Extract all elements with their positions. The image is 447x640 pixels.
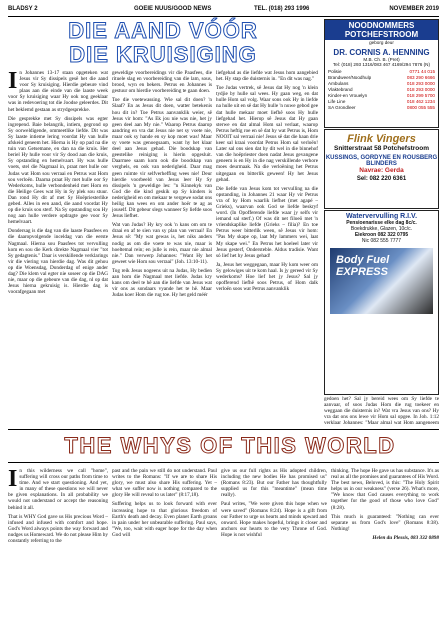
emergency-row: Brandweer/Noodhulp 083 290 6666 — [328, 74, 435, 80]
section2-paragraph: That is WHY God gave us His precious Word – infused and infused with comfort and hope. God's Word always points the way forward and nudges us Homeward. We do not please Him by constantly referring to the — [8, 513, 108, 545]
article-column-3 — [216, 70, 318, 426]
article-paragraph: Wat van Judas? Hy kry ook 'n kans om om te draai en af te sien van sy plan van verraai! En Jesus sê: "My wat gewas is, het niks anders nodig as om die voete te was nie, maar is hoeltemal rein; en julle is rein, maar nie almal nie." Dan verwerp Johannes: "Want Hy het geweet wie Hom sou verraai" (Joh. 13:10-11). — [112, 222, 212, 265]
water-ad — [324, 210, 439, 395]
article-paragraph: liefgehad as die liefde wat Jesus hom aangebied het. Hy stap die duisternis in. "En dit was nag." — [216, 70, 318, 83]
article-column-2 — [112, 70, 212, 426]
section2-column-2 — [112, 468, 217, 633]
article-dropcap: I — [8, 70, 18, 94]
article-paragraph: Toe die voetewassing. Wie sal dit doen? 'n Slaaf? En as Jesus dit doen, watter betekenis hou dit in? Toe Petrus aanvanklik weier, sê Jesus vir hom: "As Ek jou nie was nie, het jy geen deel aan My nie." Waarop Petrus daarop aandring en vra dat Jesus nie net sy voete nie, maar ook sy hande en sy kop moet was! Maar sy voete was genoegsaam, want hy het klaar deel aan Jesus gehad. Die boodskap van geestelike reiniging is hierin opgesluit. Daarmee saam kom ook die boodskap van verghels, en ook van nederigheid. Daar mag geen ruimte vir selfverheffing wees nie! Deur hierdie voorbeeld van Jesus leer Hy Sy dissipels 'n geweldige les: "n Kinnekyk van God die die kind geskik op Sy kinders is nederigheid en om mekaar te vergewe sodat ons heilig kan wees en om ander hoër te ag as jouself. Dit gebeur slegs wanneer Sy liefde soos Jesus liefhet. — [112, 97, 212, 220]
article-paragraph: Toe Judas vertrek, sê Jesus dat Hy nog 'n klein tydjie by hulle sal wees. Hy gaan weg, en dat hulle Hom sal volg. Waar sons ook Hy in liefde na hulle uit en sê dat Hy hulle 'n nuwe gebod gee dat hulle mekaar moet liefhê soos Hy hulle liefgehad het. Hierop sê Jesus dat Hy gaan sterwe en dat almal Hom sal verlaat, waarop Petrus heftig roe en sê dat hy wat Petrus is, Hom NOOIT sal verraai nie! Jesus sê dat die haan drie keer sal kraai voordat Petrus Hom sal verloën! Later sal ons sien dat hy dit wel in die binnehof van die hoëpriester doen nadat Jesus gevangene geneem is en Hy in die nag verskillende verhore moes deurmaak. Na die verloëning het Petrus uitgegaan en bitterlik geween! Hy het Jesus gehad. — [216, 85, 318, 183]
water-line: Boekdrukke, Glazen, 10c/c. — [350, 226, 413, 232]
noodnommers-ad — [324, 19, 439, 128]
emergency-row: SA Grondleer 0800 055 555 — [328, 104, 435, 110]
page-number: BLADSY 2 — [8, 6, 38, 12]
publication-name: GOEIE NUUS/GOOD NEWS — [134, 6, 212, 12]
article-paragraph: gedoen het? Sal jy bereid wees om Sy liefde te aanvaar, of soos Judas Hom die rug toekeer en weggaan die duisternis in? Wat vra Jesus van ons? Hy vra dat ons ons lewe vir Hom sal opgee. In Joh. 1:12 verklaar Johannes: "Maar almal wat Hom aangeneem — [324, 396, 439, 426]
doctor-phone: Tel: (018) 293 1316/083 467 4169/294 7876 (N) — [332, 62, 431, 67]
emergency-row: Vlaktebrand 018 293 0000 — [328, 86, 435, 92]
body-fuel-photo — [330, 248, 433, 314]
doctor-name: DR. CORNIS A. HENNING — [333, 47, 430, 57]
flink-phone: Sel: 082 220 6361 — [356, 176, 407, 182]
article-paragraph: geweldige voorbereidings vir die Paasfees, die rituele slag en voorbereiding van die lam, sous, brood, wyn en bekers. Petrus en Johannes is gestuur om hierdie voorbereiding te gaan doen. — [112, 70, 212, 95]
section2-paragraph: Suffering helps us to look forward with ever increasing hope to that glorious freedom of Earth's death and decay. Even planet Earth groans in pain under her unbearable suffering. Paul says, "We, too, wait with eager hope for the day when God will — [112, 501, 217, 538]
flink-services: KUSSINGS, GORDYNE EN ROUSBERG BLINDERS — [325, 155, 438, 167]
section2-paragraph: give us our full rights as His adopted children, including the new bodies He has promised us" (Romans 8:23). But our Father has thoughtfully supplied us for this "meantime" (mean time really). — [221, 468, 327, 499]
emergency-row: Life Line 018 462 1234 — [328, 98, 435, 104]
water-title: Watervervulling R.I.V. — [345, 213, 418, 220]
flink-vingers-ad — [324, 129, 439, 209]
section2-paragraph: This much is guaranteed: "Nothing can ever separate us from God's love" (Romans 8:38). Nothing! — [331, 513, 439, 532]
article-paragraph: Die liefde van Jesus kom tot vervulling na die opstanding, in Johannes 21 waar Hy vir Petrus vra of hy Hom waarlik liefhet (met agapé – Grieks), waarvan ook God se liefde beskryf word. (In Opofferende liefde waar jy selfs vir iemand sal sterf.) Of was dit net filoeō met 'n vriendskaplike liefde (Grieks – filia)? En toe Petrus weer bitterlik ween, sê Jesus vir hom: "Pas My skape op, laat My lammers wei, laat My skape wei." En Petrus het hoeleel later vir Jesus gesterf, Ondersteble. Aldus tradisie. Want só lief het hy Jesus gehad! — [216, 185, 318, 259]
section2-paragraph: n this wilderness we call "home", suffering will cross our paths from time to time. And we start questioning. And yet, in many of these questions we will never be given explanations. In all probability we would not understand or accept the reasoning behind it all. — [8, 468, 108, 511]
section2-paragraph: past and the pain we still do not understand. Paul writes to the Romans: "If we are to share His glory, we must also share His suffering. Yet – what we suffer now is nothing compared to the glory He will reveal to us later" (8:17,18). — [112, 468, 217, 499]
section2-paragraph: Paul writes, "We were given this hope when we were saved" (Romans 8:24). Hope is a gift from our Father to urge us hearts and minds upward and onward. Hope makes hopeful, brings it closer and anchors our hearts to the very Throne of God. Hope is not wishful — [221, 501, 327, 538]
article-paragraph: Tog reik Jesus nogeens uit na Judas, Hy bedien aan hom die Nagmaal met liefde. Judas kry kans om deel te hê aan die liefde van Jesus wat vir ons as sondaars vyande het te hê. Maar Judas koer Hom die rug toe. Hy het geld méér — [112, 267, 212, 299]
body-fuel-logo: Body Fuel EXPRESS — [336, 254, 390, 278]
section2-signature: Helen du Plessis, 083 332 0898 — [372, 534, 439, 541]
article-title-line-2: DIE KRUISIGING — [69, 42, 257, 67]
emergency-row: Kinder-en Vrouelyn 018 299 5700 — [328, 92, 435, 98]
article-title-line-1: DIE AAND VÓÓR — [68, 18, 258, 43]
issue-date: NOVEMBER 2019 — [389, 6, 439, 12]
section2-column-3 — [221, 468, 327, 633]
article-column-4 — [324, 396, 439, 426]
section2-column-1 — [8, 468, 108, 633]
article-paragraph: Ja, Jesus het weggegaan, maar Hy kom weer om Sy gelowiges uit te kom haal. Is jy gereed vir Sy wederkoms? Hoe lief het jy Jesus? Sal jy opofferend liefhê soos Petrus, of Hom dalk verloën soos wat Petrus aanvanklik — [216, 261, 318, 293]
flink-address: Snitterstraat 58 Potchefstroom — [334, 145, 429, 152]
article-paragraph: n Johannes 13-17 staan opgeteken wat Jesus vir Sy dissipels gesê het die aand voor Sy kruisiging. Hierdie gebeure vind plaas aan die einde van die laaste week voor Sy kruisiging waar Hy ook nog geeklaar was in redevoering tot die Joodse geleerdes. Dit het beklemd gestaan as strydgesprekke. — [8, 70, 108, 113]
sponsor-note: geborg deur — [369, 40, 394, 45]
water-line: Pensioenarisse elke dag 8c/c. — [346, 220, 417, 226]
emergency-row: Ambulans 018 293 0000 — [328, 80, 435, 86]
section-divider — [8, 462, 439, 463]
section2-column-4 — [331, 468, 439, 633]
flink-title: Flink Vingers — [347, 133, 416, 145]
section2-dropcap: I — [8, 468, 18, 492]
section2-paragraph: thinking. The hope He gave us has substance. It's as real as all the promises and guarantees of His Word. The best news, Beloved, is this: "The Holy Spirit helps us in our weakness" (verse 26). What's more, "We know that God causes everything to work together for the good of those who love God" (8:28). — [331, 468, 439, 511]
section-divider — [8, 429, 439, 430]
water-line: Eiekroon 082 322 0795 — [354, 232, 409, 238]
flink-contact: Navrae: Gerda — [359, 167, 404, 174]
water-line: Nic 082 555 7777 — [361, 238, 402, 244]
emergency-list — [325, 68, 438, 112]
publication-phone: TEL. (018) 293 1996 — [254, 6, 310, 12]
article-paragraph: Dondersag is die dag van die laaste Paasfees en die daaropvolgende inceldag van die eerste Nagmaal. Hierna sou Paasfees tot vervulling kom en sou die Kerk direkte Nagmaal vier "tot Sy gedagtenis." Daar is verskillende verklarings vir die viering van hierdie dag. Was dit gehou op die Woensdag, Donderdag of enige ander dag? Die klem val egter nie soseer op die DAG nie, maar op die gebeure van die dag, nl op dat Jesus hierna gekruisig is. Hierdie dag is voorafgegaan met — [8, 228, 108, 296]
article-paragraph: Die gesprekke met Sy dissipels was egter ingrepend. Baie belangrik, intiem, gegrond op Sy oorweldigende, ommeetlike liefde. Dit was Sy laaste intieme lering voordat Hy van hulle afskeid geneem het. Hierna is Hy op pad na die tuin van Getsemane, en dan na die kruis. Her beriel Hy hulle voor vir Sy dood aan die kruis, Sy opstanding en hemelvaart. Hy was hulle voets, stel die Nagmaal in, praat met hulle oor Judas wat Hom sou verraai en Petrus wat Hom sou verloën. Daarna praat Hy met hulle oor Sy Wederkoms, hulle verbondenheid met Hom en die Heilige Gees wat Hy in Sy plek sou stuur. Dan rond Hy dit af met Sy Hoëpriesterlike gebed. Alles in een aand, die aand voordat Hy op die kruis sou sterf. Na Sy opstanding sou Hy nog aan hulle verdere opdragte gee voor Sy hemelvaart. — [8, 115, 108, 226]
article-column-1 — [8, 70, 108, 426]
noodnommers-title: NOODNOMMERS POTCHEFSTROOM — [325, 20, 438, 40]
article-title — [8, 19, 318, 67]
emergency-row: Polisie 0771 44 015 — [328, 68, 435, 74]
section-title: THE WHYS OF THIS WORLD — [64, 433, 396, 458]
doctor-credentials: M.B. Ch. B. (Pret) — [363, 56, 400, 62]
page-header — [8, 5, 439, 17]
